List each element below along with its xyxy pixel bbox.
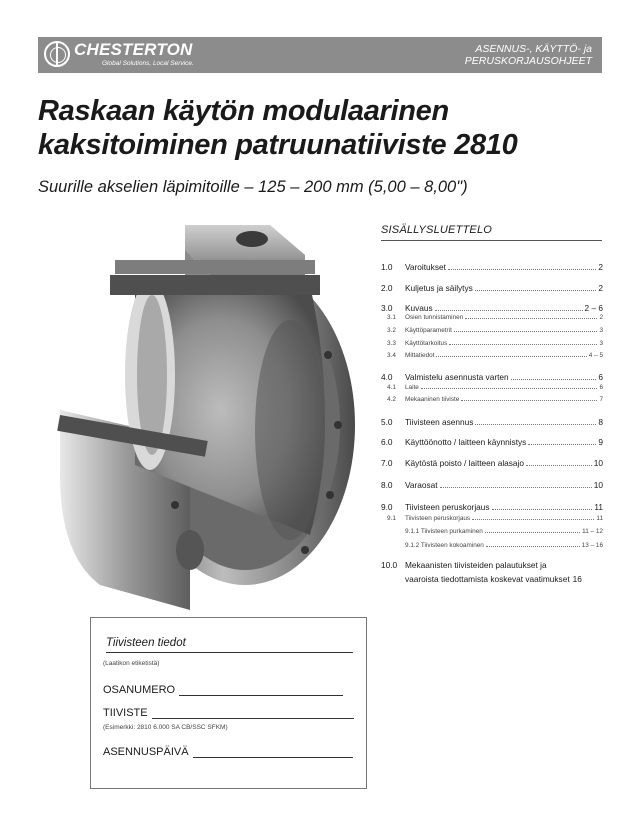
toc-entry-label: Tiivisteen asennus [405,417,474,427]
brand-tagline: Global Solutions, Local Service. [102,60,194,67]
toc-entry-number: 4.0 [381,372,393,382]
toc-entry-number: 10.0 [381,560,398,570]
toc-entry-page: 7 [599,396,603,403]
toc-entry-page: 10 [593,480,603,490]
page-title [38,94,618,162]
toc-entry[interactable] [381,515,603,522]
brand-name: CHESTERTON [74,40,193,59]
toc-entry-label: Varoitukset [405,262,446,272]
title-line1: Raskaan käytön modulaarinen [38,95,449,127]
toc-entry-label: Laite [405,384,419,391]
toc-entry-label: Tiivisteen peruskorjaus [405,502,490,512]
toc-entry[interactable] [381,458,603,468]
toc-entry-label: Tiivisteen peruskorjaus [405,515,471,522]
document-type-line2: PERUSKORJAUSOHJEET [464,55,592,67]
toc-leader-dots [472,519,594,520]
toc-leader-dots [440,487,592,488]
toc-entry-page: 11 [594,502,603,512]
toc-entry-page: 2 [598,283,603,293]
toc-entry-number: 2.0 [381,283,393,293]
toc-entry-page: 16 [572,574,582,584]
toc-entry-number: 3.0 [381,303,393,313]
seal-info-box [90,617,367,789]
chesterton-logo [44,39,204,71]
toc-entry[interactable] [381,396,603,403]
toc-entry[interactable] [381,314,603,321]
document-type-line1: ASENNUS-, KÄYTTÖ- ja [475,43,592,55]
toc-entry[interactable] [381,417,603,427]
toc-entry-page: 3 [599,327,603,334]
seal-example: (Esimerkki: 2810 6.000 SA CB/SSC SFKM) [103,724,228,731]
toc-leader-dots [526,465,592,466]
part-number-label: OSANUMERO [103,684,176,696]
toc-entry[interactable] [381,560,603,570]
toc-entry-label: 9.1.2 Tiivisteen kokoaminen [405,542,484,549]
toc-entry-page: 9 [598,437,603,447]
header-bar [38,37,602,73]
toc-leader-dots [461,400,597,401]
toc-entry[interactable] [381,574,603,584]
toc-entry-label: Kuljetus ja säilytys [405,283,473,293]
toc-entry-label: Mekaanisten tiivisteiden palautukset ja [405,560,547,570]
toc-entry[interactable] [381,542,603,549]
toc-entry-page: 8 [598,417,603,427]
install-date-field[interactable] [103,746,353,758]
toc-entry-page: 2 – 6 [584,303,603,313]
toc-leader-dots [511,379,597,380]
title-line2: kaksitoiminen patruunatiiviste 2810 [38,129,518,161]
toc-entry-number: 1.0 [381,262,393,272]
toc-entry-number: 3.3 [387,340,396,347]
toc-entry-label: Käytöstä poisto / laitteen alasajo [405,458,524,468]
toc-entry-page: 13 – 16 [581,542,603,549]
toc-entry-number: 5.0 [381,417,393,427]
seal-field[interactable] [103,707,354,719]
toc-entry[interactable] [381,528,603,535]
toc-leader-dots [475,424,596,425]
toc-entry-page: 6 [599,384,603,391]
toc-leader-dots [485,532,580,533]
toc-entry-label: Mittatiedot [405,352,435,359]
toc-entry-label: Mekaaninen tiiviste [405,396,460,403]
toc-entry-page: 6 [598,372,603,382]
toc-heading: SISÄLLYSLUETTELO [381,224,602,241]
toc-entry[interactable] [381,303,603,313]
toc-leader-dots [448,269,596,270]
toc-entry[interactable] [381,262,603,272]
toc-entry[interactable] [381,437,603,447]
toc-leader-dots [449,344,597,345]
toc-entry-number: 6.0 [381,437,393,447]
toc-entry[interactable] [381,352,603,359]
part-number-line[interactable] [179,684,343,696]
toc-entry-label: Valmistelu asennusta varten [405,372,509,382]
toc-entry-label: Kuvaus [405,303,433,313]
toc-leader-dots [454,331,598,332]
seal-label: TIIVISTE [103,707,148,719]
toc-entry-number: 3.2 [387,327,396,334]
toc-entry-page: 11 – 12 [582,528,603,535]
toc-entry[interactable] [381,327,603,334]
toc-entry[interactable] [381,283,603,293]
toc-leader-dots [435,310,583,311]
toc-entry-number: 8.0 [381,480,393,490]
toc-leader-dots [492,509,593,510]
toc-entry-number: 9.0 [381,502,393,512]
toc-entry-page: 11 [596,515,603,522]
toc-entry-label: vaaroista tiedottamista koskevat vaatimukset [405,574,570,584]
toc-entry-number: 9.1 [387,515,396,522]
toc-entry-page: 3 [599,340,603,347]
info-note: (Laatikon etiketistä) [103,660,160,667]
toc-entry-number: 4.2 [387,396,396,403]
toc-entry-page: 4 – 5 [588,352,603,359]
toc-entry-label: Käyttöönotto / laitteen käynnistys [405,437,527,447]
toc-entry-number: 3.4 [387,352,396,359]
toc-leader-dots [436,356,586,357]
globe-icon [44,41,70,67]
part-number-field[interactable] [103,684,343,696]
toc-entry-page: 2 [599,314,603,321]
seal-line[interactable] [152,707,354,719]
toc-entry-page: 10 [593,458,603,468]
toc-entry-label: Käyttöparametrit [405,327,452,334]
toc-leader-dots [486,546,580,547]
toc-entry-page: 2 [598,262,603,272]
toc-entry-number: 4.1 [387,384,396,391]
toc-entry-label: 9.1.1 Tiivisteen purkaminen [405,528,483,535]
toc-leader-dots [528,444,596,445]
install-date-label: ASENNUSPÄIVÄ [103,746,189,758]
toc-entry[interactable] [381,340,603,347]
toc-leader-dots [465,318,597,319]
info-title: Tiivisteen tiedot [106,637,353,653]
page-subtitle: Suurille akselien läpimitoille – 125 – 200 mm (5,00 – 8,00") [38,178,468,196]
toc-entry[interactable] [381,502,603,512]
toc-entry[interactable] [381,384,603,391]
seal-cutaway-illustration [40,215,365,615]
toc-entry-number: 3.1 [387,314,396,321]
toc-entry-label: Osien tunnistaminen [405,314,464,321]
toc-entry-number: 7.0 [381,458,393,468]
toc-entry-label: Käyttötarkoitus [405,340,448,347]
document-type [465,43,592,67]
toc-entry[interactable] [381,372,603,382]
toc-leader-dots [475,290,597,291]
install-date-line[interactable] [193,746,353,758]
toc-leader-dots [421,388,598,389]
toc-entry-label: Varaosat [405,480,438,490]
toc-entry[interactable] [381,480,603,490]
